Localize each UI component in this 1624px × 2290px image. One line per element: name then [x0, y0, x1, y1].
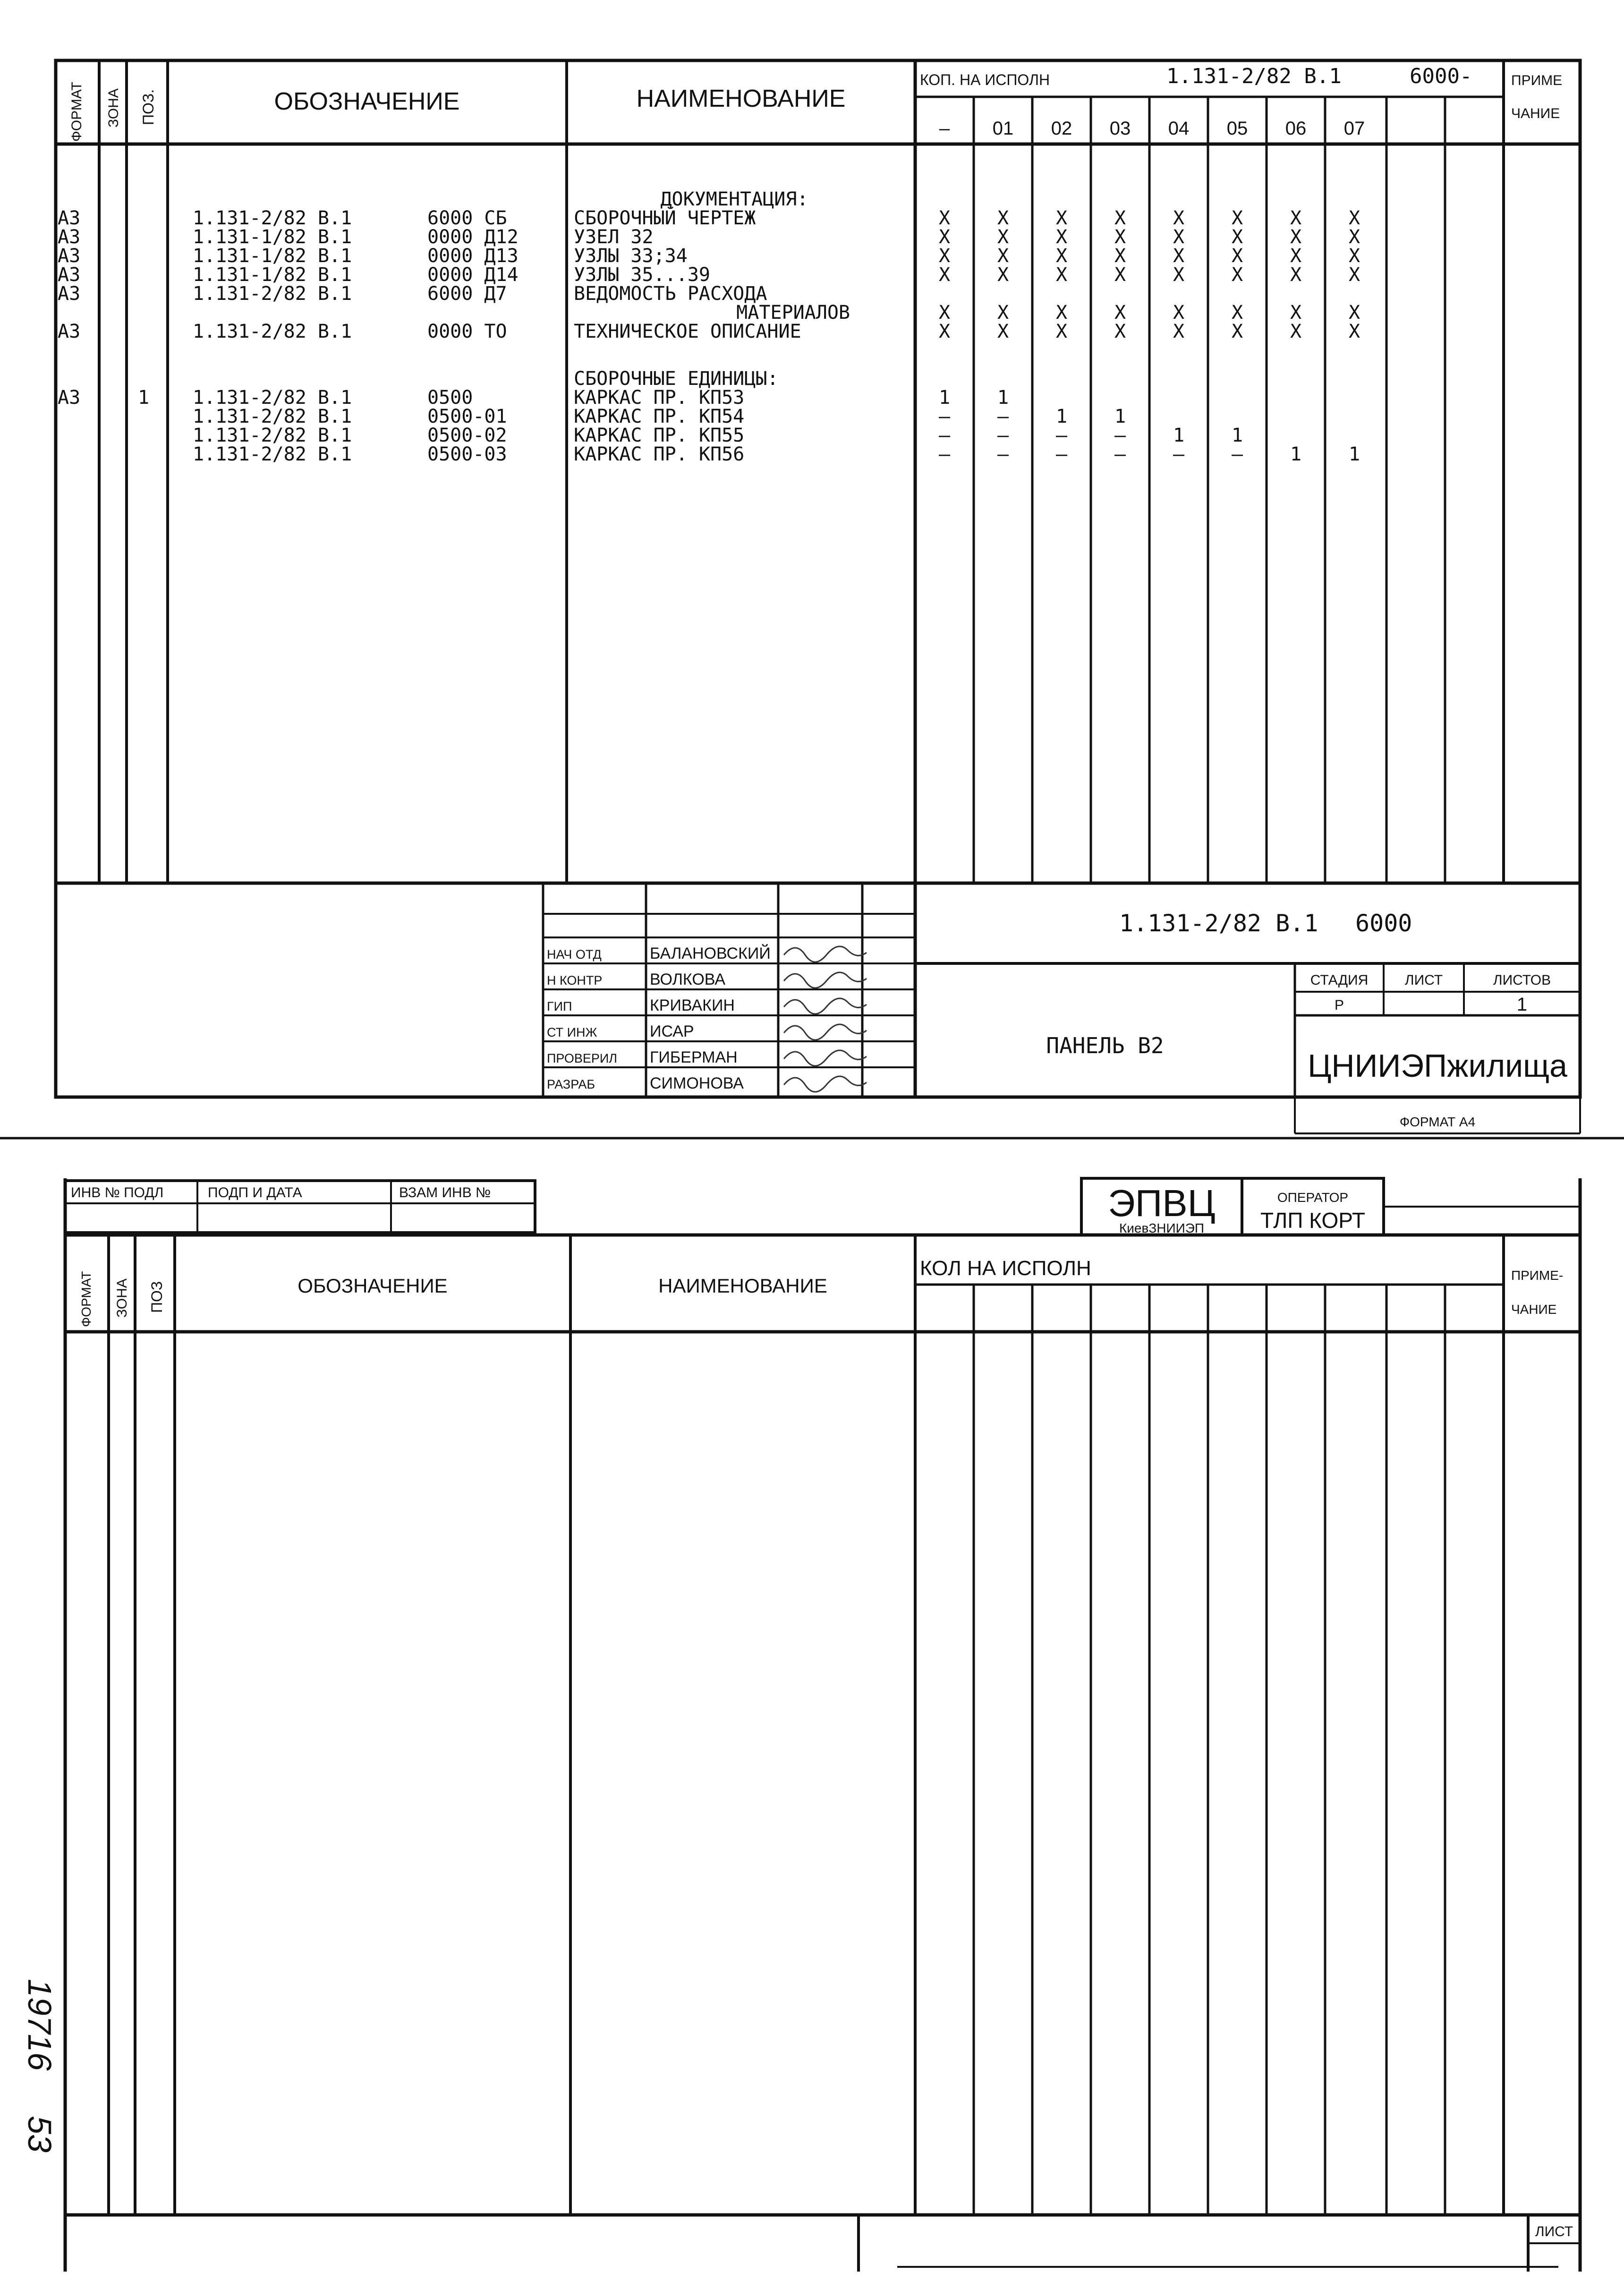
row-quantity-mark: X: [1173, 264, 1185, 286]
row-designation-code: 1.131-2/82 В.1: [193, 425, 352, 446]
row-quantity-mark: –: [1114, 425, 1126, 446]
row-format: А3: [58, 245, 81, 267]
row-quantity-mark: X: [1055, 245, 1068, 267]
row-designation-code: 1.131-1/82 В.1: [193, 264, 352, 286]
row-quantity-mark: 1: [1348, 443, 1360, 465]
stamp-sign-date-label: ПОДП И ДАТА: [208, 1185, 302, 1200]
row-quantity-mark: X: [1348, 226, 1360, 248]
row-quantity-mark: X: [1290, 302, 1302, 323]
row-quantity-mark: X: [1231, 226, 1243, 248]
row-quantity-mark: X: [1055, 321, 1068, 342]
row-quantity-mark: –: [997, 406, 1009, 427]
row-quantity-mark: X: [1231, 321, 1243, 342]
row-quantity-mark: –: [1114, 443, 1126, 465]
row-format: А3: [58, 321, 81, 342]
version-header: 02: [1051, 118, 1072, 139]
row-quantity-mark: X: [997, 264, 1009, 286]
row-designation-code: 1.131-1/82 В.1: [193, 226, 352, 248]
title-doc-code: 1.131-2/82 В.1: [1119, 910, 1318, 937]
signature-role: РАЗРАБ: [547, 1077, 595, 1091]
row-designation-code: 1.131-2/82 В.1: [193, 321, 352, 342]
row-designation-number: 0000 Д12: [427, 226, 519, 248]
stage-label: СТАДИЯ: [1310, 972, 1369, 988]
row-quantity-mark: X: [1173, 302, 1185, 323]
row-designation-number: 0500: [427, 387, 473, 409]
row-quantity-mark: X: [1348, 207, 1360, 229]
row-name: ДОКУМЕНТАЦИЯ:: [660, 188, 808, 210]
row-quantity-mark: X: [938, 264, 951, 286]
row-quantity-mark: X: [1290, 245, 1302, 267]
lower-header-qty-by-version: КОЛ НА ИСПОЛН: [920, 1257, 1091, 1280]
row-quantity-mark: –: [1055, 443, 1068, 465]
sheets-label: ЛИСТОВ: [1493, 972, 1551, 988]
lower-header-note-line2: ЧАНИЕ: [1511, 1302, 1557, 1317]
row-quantity-mark: X: [997, 321, 1009, 342]
row-name: СБОРОЧНЫЕ ЕДИНИЦЫ:: [574, 368, 779, 390]
sheets-value: 1: [1516, 994, 1528, 1015]
row-name: УЗЕЛ 32: [574, 226, 654, 248]
row-quantity-mark: X: [1348, 245, 1360, 267]
signature-name: ГИБЕРМАН: [650, 1048, 738, 1066]
lower-header-note-line1: ПРИМЕ-: [1511, 1268, 1564, 1283]
row-designation-number: 0000 Д13: [427, 245, 519, 267]
row-quantity-mark: –: [997, 425, 1009, 446]
row-quantity-mark: X: [1348, 321, 1360, 342]
row-quantity-mark: X: [1290, 321, 1302, 342]
row-name: УЗЛЫ 35...39: [574, 264, 710, 286]
row-designation-code: 1.131-2/82 В.1: [193, 387, 352, 409]
row-quantity-mark: X: [938, 245, 951, 267]
header-pos: ПОЗ.: [140, 89, 157, 125]
row-quantity-mark: X: [997, 302, 1009, 323]
lower-sheet-label: ЛИСТ: [1535, 2224, 1573, 2239]
format-label: ФОРМАТ А4: [1399, 1115, 1476, 1129]
row-quantity-mark: 1: [1173, 425, 1185, 446]
header-doc-suffix: 6000-: [1410, 64, 1472, 88]
row-designation-number: 0000 Д14: [427, 264, 519, 286]
row-quantity-mark: X: [1114, 207, 1126, 229]
header-name: НАИМЕНОВАНИЕ: [636, 85, 846, 112]
signature-role: Н КОНТР: [547, 973, 603, 988]
row-quantity-mark: X: [938, 226, 951, 248]
signature-name: БАЛАНОВСКИЙ: [650, 945, 771, 962]
organization-name: ЦНИИЭПжилища: [1308, 1048, 1567, 1084]
row-designation-number: 0500-01: [427, 406, 507, 427]
version-header: 04: [1168, 118, 1190, 139]
row-designation-number: 6000 СБ: [427, 207, 507, 229]
row-name: ТЕХНИЧЕСКОЕ ОПИСАНИЕ: [574, 321, 801, 342]
header-doc-code: 1.131-2/82 В.1: [1166, 64, 1342, 88]
row-quantity-mark: X: [1114, 264, 1126, 286]
margin-page-number: 53: [21, 2116, 58, 2153]
row-format: А3: [58, 283, 81, 305]
row-format: А3: [58, 226, 81, 248]
stamp-replace-label: ВЗАМ ИНВ №: [399, 1185, 491, 1200]
row-quantity-mark: X: [1173, 245, 1185, 267]
lower-header-name: НАИМЕНОВАНИЕ: [658, 1275, 827, 1297]
signature-name: СИМОНОВА: [650, 1074, 744, 1092]
version-header: 01: [992, 118, 1014, 139]
evc-org: КиевЗНИИЭП: [1119, 1221, 1205, 1235]
row-name: МАТЕРИАЛОВ: [736, 302, 850, 323]
row-quantity-mark: X: [1173, 321, 1185, 342]
row-quantity-mark: X: [938, 302, 951, 323]
row-quantity-mark: –: [1231, 443, 1243, 465]
stage-value: Р: [1334, 997, 1344, 1013]
signature-name: ВОЛКОВА: [650, 970, 726, 988]
row-designation-code: 1.131-2/82 В.1: [193, 443, 352, 465]
operator-label: ОПЕРАТОР: [1277, 1190, 1349, 1205]
version-header: –: [939, 118, 950, 139]
lower-header-zone: ЗОНА: [114, 1278, 130, 1318]
header-designation: ОБОЗНАЧЕНИЕ: [274, 88, 460, 115]
row-quantity-mark: X: [1290, 226, 1302, 248]
row-quantity-mark: X: [1114, 226, 1126, 248]
row-position: 1: [138, 387, 150, 409]
row-designation-number: 6000 Д7: [427, 283, 507, 305]
signature-name: КРИВАКИН: [650, 996, 735, 1014]
header-format: ФОРМАТ: [69, 82, 85, 142]
title-doc-number: 6000: [1355, 910, 1412, 937]
row-designation-code: 1.131-2/82 В.1: [193, 406, 352, 427]
row-quantity-mark: 1: [938, 387, 951, 409]
row-quantity-mark: –: [1173, 443, 1185, 465]
row-quantity-mark: X: [997, 245, 1009, 267]
signature-role: НАЧ ОТД: [547, 947, 602, 962]
signature-role: ГИП: [547, 999, 572, 1013]
row-quantity-mark: 1: [1055, 406, 1068, 427]
row-quantity-mark: X: [1114, 321, 1126, 342]
row-quantity-mark: X: [1173, 207, 1185, 229]
row-quantity-mark: X: [1231, 302, 1243, 323]
row-quantity-mark: X: [938, 207, 951, 229]
row-name: ВЕДОМОСТЬ РАСХОДА: [574, 283, 767, 305]
signature-name: ИСАР: [650, 1022, 694, 1040]
row-quantity-mark: X: [1231, 207, 1243, 229]
header-zone: ЗОНА: [106, 88, 121, 128]
row-quantity-mark: X: [1290, 207, 1302, 229]
lower-header-format: ФОРМАТ: [79, 1271, 94, 1327]
version-header: 05: [1226, 118, 1248, 139]
row-quantity-mark: X: [1231, 245, 1243, 267]
sheet-label: ЛИСТ: [1404, 972, 1443, 988]
row-format: А3: [58, 207, 81, 229]
row-name: КАРКАС ПР. КП53: [574, 387, 745, 409]
row-quantity-mark: X: [1231, 264, 1243, 286]
row-quantity-mark: X: [1114, 302, 1126, 323]
row-name: КАРКАС ПР. КП55: [574, 425, 745, 446]
row-name: КАРКАС ПР. КП54: [574, 406, 745, 427]
row-quantity-mark: X: [1348, 302, 1360, 323]
row-format: А3: [58, 264, 81, 286]
header-qty-by-version: КОП. НА ИСПОЛН: [920, 71, 1050, 88]
signature-role: СТ ИНЖ: [547, 1025, 597, 1039]
row-quantity-mark: 1: [997, 387, 1009, 409]
row-quantity-mark: –: [938, 406, 951, 427]
row-format: А3: [58, 387, 81, 409]
row-designation-code: 1.131-2/82 В.1: [193, 283, 352, 305]
header-note-line2: ЧАНИЕ: [1511, 106, 1560, 121]
row-name: СБОРОЧНЫЙ ЧЕРТЕЖ: [574, 207, 756, 229]
row-quantity-mark: –: [938, 425, 951, 446]
row-quantity-mark: X: [1055, 302, 1068, 323]
row-quantity-mark: X: [1055, 264, 1068, 286]
lower-header-pos: ПОЗ: [148, 1281, 165, 1313]
row-quantity-mark: X: [938, 321, 951, 342]
row-designation-number: 0500-02: [427, 425, 507, 446]
row-quantity-mark: X: [997, 226, 1009, 248]
operator-value: ТЛП КОРТ: [1260, 1208, 1365, 1233]
row-designation-number: 0500-03: [427, 443, 507, 465]
row-quantity-mark: 1: [1231, 425, 1243, 446]
version-header: 06: [1285, 118, 1307, 139]
margin-inventory-number: 19716: [21, 1979, 58, 2071]
row-quantity-mark: –: [1055, 425, 1068, 446]
evc-title: ЭПВЦ: [1108, 1182, 1216, 1224]
version-header: 03: [1109, 118, 1131, 139]
row-quantity-mark: 1: [1290, 443, 1302, 465]
row-quantity-mark: X: [1348, 264, 1360, 286]
row-name: УЗЛЫ 33;34: [574, 245, 688, 267]
lower-header-designation: ОБОЗНАЧЕНИЕ: [298, 1275, 448, 1297]
row-quantity-mark: X: [1290, 264, 1302, 286]
row-name: КАРКАС ПР. КП56: [574, 443, 745, 465]
row-quantity-mark: –: [938, 443, 951, 465]
row-designation-code: 1.131-2/82 В.1: [193, 207, 352, 229]
signature-role: ПРОВЕРИЛ: [547, 1051, 617, 1065]
header-note-line1: ПРИМЕ: [1511, 73, 1563, 88]
row-quantity-mark: X: [1114, 245, 1126, 267]
row-quantity-mark: X: [1055, 207, 1068, 229]
row-quantity-mark: 1: [1114, 406, 1126, 427]
product-name: ПАНЕЛЬ В2: [1046, 1033, 1164, 1058]
row-quantity-mark: X: [1055, 226, 1068, 248]
margin-note: [21, 1979, 58, 2153]
row-quantity-mark: X: [997, 207, 1009, 229]
row-designation-code: 1.131-1/82 В.1: [193, 245, 352, 267]
version-header: 07: [1343, 118, 1365, 139]
row-designation-number: 0000 ТО: [427, 321, 507, 342]
row-quantity-mark: –: [997, 443, 1009, 465]
row-quantity-mark: X: [1173, 226, 1185, 248]
stamp-inv-label: ИНВ № ПОДЛ: [71, 1185, 164, 1200]
